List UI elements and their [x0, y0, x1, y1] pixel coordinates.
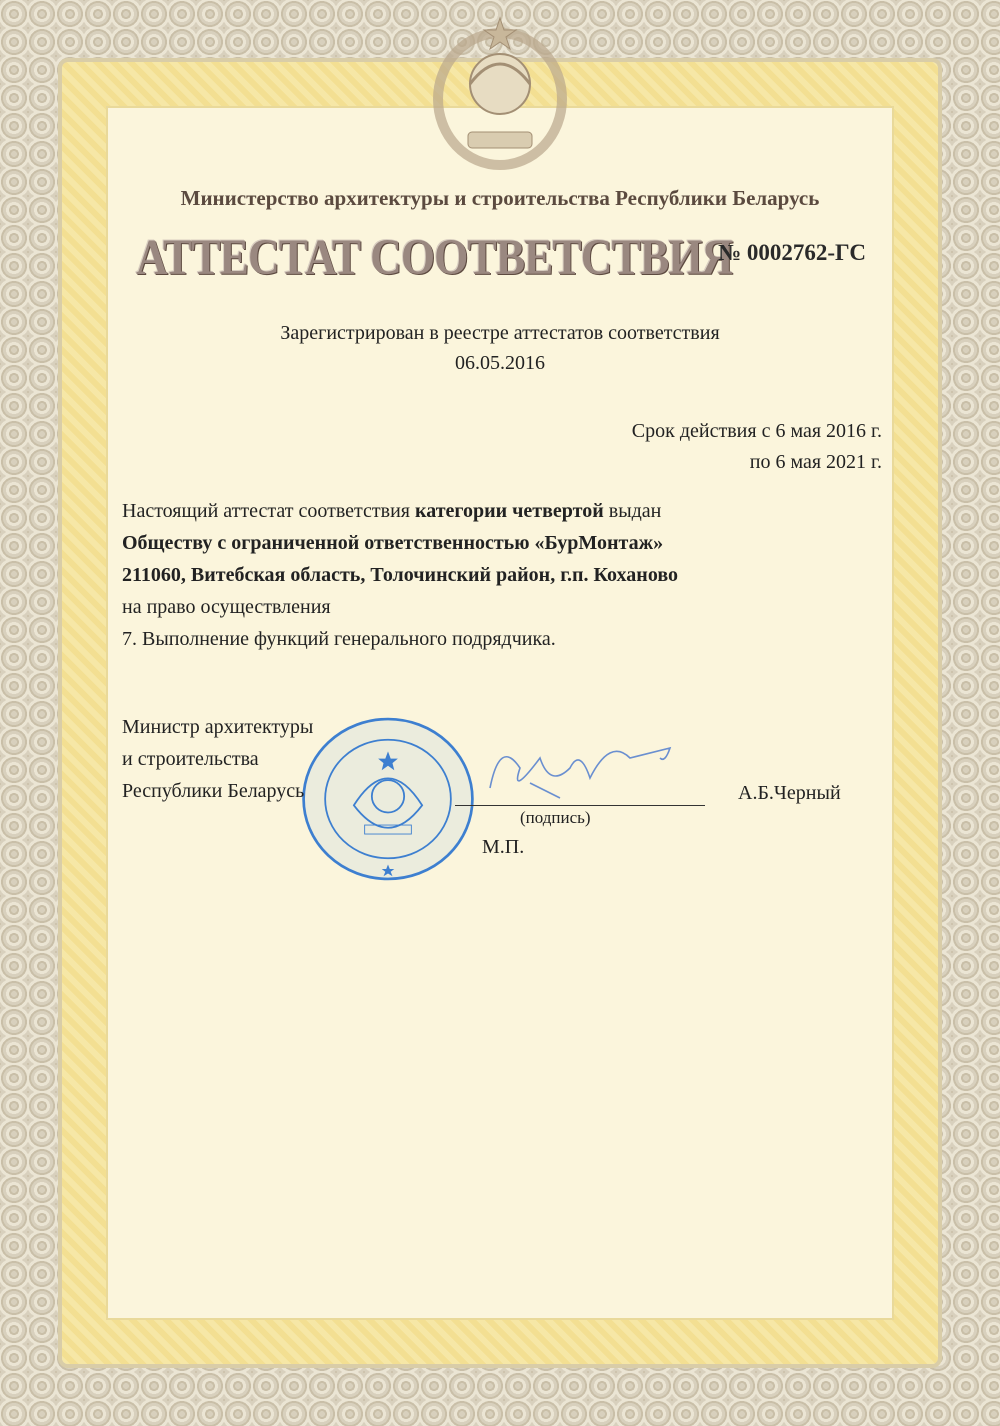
position-line-1: Министр архитектуры — [122, 716, 314, 738]
company-name: Обществу с ограниченной ответственностью «БурМонтаж» — [122, 532, 664, 554]
right-text: на право осуществления — [122, 596, 331, 618]
ministry-heading: Министерство архитектуры и строительства Республики Беларусь — [180, 186, 820, 210]
validity-to: по 6 мая 2021 г. — [749, 451, 882, 473]
handwritten-signature — [470, 728, 690, 808]
signature-label: (подпись) — [520, 808, 591, 827]
issue-statement — [122, 500, 661, 523]
seal-label: М.П. — [482, 836, 525, 858]
certificate-paper — [108, 108, 892, 1318]
state-emblem-icon — [420, 14, 580, 174]
registration-date: 06.05.2016 — [455, 352, 545, 374]
certificate-number: № 0002762-ГС — [718, 240, 866, 265]
position-line-2: и строительства — [122, 748, 259, 770]
issue-post: выдан — [603, 500, 662, 522]
signature-line — [455, 805, 705, 806]
document-title: АТТЕСТАТ СООТВЕТСТВИЯ — [136, 229, 733, 286]
signatory-name: А.Б.Черный — [738, 782, 841, 804]
official-seal-icon — [300, 714, 476, 884]
registration-text: Зарегистрирован в реестре аттестатов соответствия — [280, 322, 720, 344]
company-address: 211060, Витебская область, Толочинский район, г.п. Коханово — [122, 564, 678, 586]
category: категории четвертой — [414, 500, 604, 522]
position-line-3: Республики Беларусь — [122, 780, 305, 802]
function-text: 7. Выполнение функций генерального подрядчика. — [122, 628, 556, 650]
issue-pre: Настоящий аттестат соответствия — [122, 500, 415, 522]
validity-from: Срок действия с 6 мая 2016 г. — [631, 420, 882, 442]
